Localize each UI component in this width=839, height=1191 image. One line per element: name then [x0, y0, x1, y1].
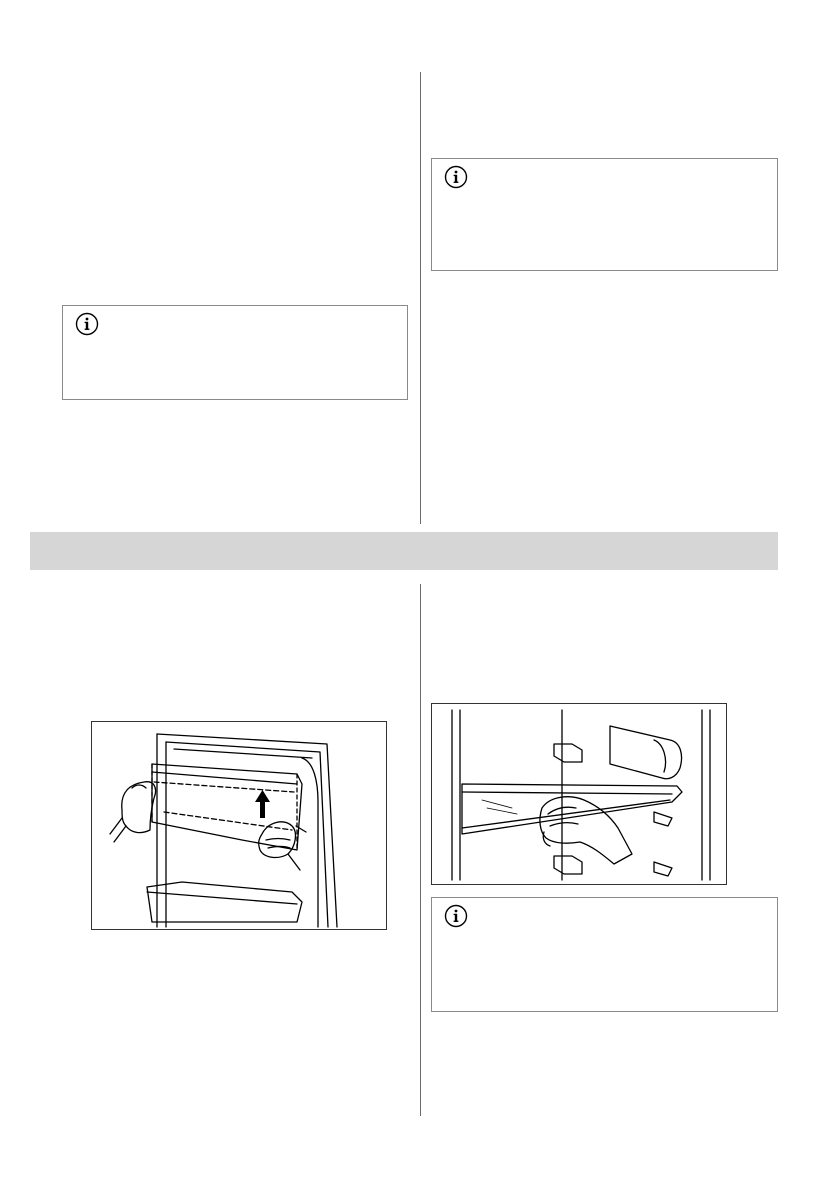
section-header-bar [30, 532, 778, 570]
info-circle-icon [444, 904, 468, 928]
info-circle-icon [75, 312, 99, 336]
column-divider-bottom [420, 584, 421, 1116]
column-divider-top [420, 72, 421, 524]
glass-shelf-drawing [432, 704, 726, 884]
door-shelf-drawing [92, 722, 386, 929]
info-note-box-right [431, 158, 778, 271]
info-note-box-bottom-right [431, 897, 778, 1012]
info-circle-icon [444, 165, 468, 189]
arrow-up-icon [255, 790, 270, 818]
info-note-box-left [62, 305, 408, 400]
door-shelf-illustration [91, 721, 387, 930]
glass-shelf-illustration [431, 703, 727, 885]
